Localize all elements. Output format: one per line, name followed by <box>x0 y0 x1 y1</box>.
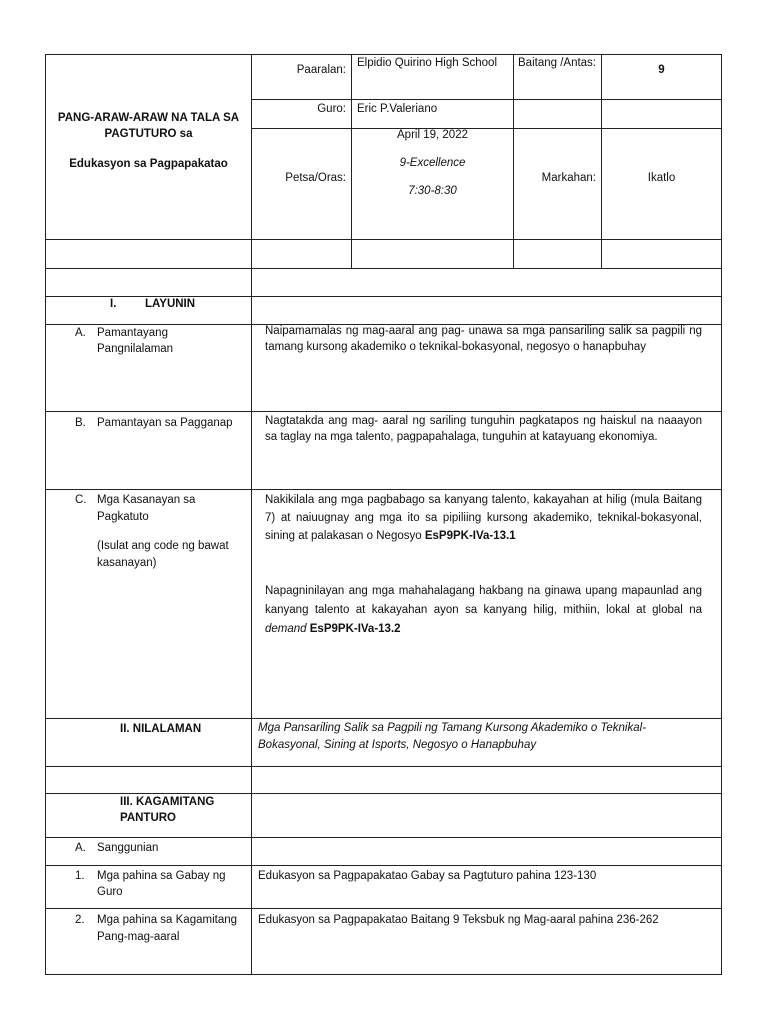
layunin-number: I. <box>110 298 117 310</box>
row-c-competency-1 <box>265 491 702 545</box>
empty-cell <box>45 268 252 297</box>
subject-title: Edukasyon sa Pagpapakatao <box>69 158 228 170</box>
empty-cell <box>601 99 722 129</box>
row-2-value: Edukasyon sa Pagpapakatao Baitang 9 Teksbuk ng Mag-aaral pahina 236-262 <box>258 914 659 926</box>
guro-value: Eric P.Valeriano <box>357 103 438 115</box>
title-line1: PANG-ARAW-ARAW NA TALA SA <box>57 112 240 124</box>
time-value: 7:30-8:30 <box>408 185 457 197</box>
empty-cell <box>351 239 514 269</box>
competency-1-text: Nakikilala ang mga pagbabago sa kanyang talento, kakayahan at hilig (mula Baitang 7) at naiuugnay ang mga ito sa pipiliing kursong akademiko, teknikal-bokasyonal, sining at palakasan o Negosyo <box>265 494 702 542</box>
empty-cell <box>513 239 602 269</box>
paaralan-label: Paaralan: <box>296 64 346 76</box>
row-b-letter: B. <box>75 417 86 429</box>
title-line2: PAGTUTURO sa <box>104 128 193 140</box>
row-c-letter: C. <box>75 494 87 506</box>
section-value: 9-Excellence <box>399 157 466 169</box>
row-a-label: Pamantayang Pangnilalaman <box>97 327 174 355</box>
baitang-label: Baitang /Antas: <box>518 57 596 69</box>
empty-cell <box>601 239 722 269</box>
competency-1-code: EsP9PK-IVa-13.1 <box>424 530 516 542</box>
paaralan-value: Elpidio Quirino High School <box>357 57 497 69</box>
sanggunian-label: Sanggunian <box>97 842 159 854</box>
row-c-competency-2 <box>265 582 702 639</box>
markahan-value: Ikatlo <box>647 172 676 184</box>
nilalaman-heading: II. NILALAMAN <box>120 723 202 735</box>
layunin-heading: LAYUNIN <box>145 298 196 310</box>
empty-cell <box>251 766 722 794</box>
empty-cell <box>45 239 252 269</box>
competency-2-code: EsP9PK-IVa-13.2 <box>309 623 401 635</box>
competency-2-demand: demand <box>265 623 307 635</box>
empty-cell <box>513 99 602 129</box>
row-a-letter: A. <box>75 327 86 339</box>
competency-2-text: Napagninilayan ang mga mahahalagang hakbang na ginawa upang mapaunlad ang kanyang talento at kakayahan ayon sa kanyang hilig, mithiin, lokal at global na <box>265 585 702 616</box>
empty-cell <box>251 837 722 866</box>
row-c-note: (Isulat ang code ng bawat kasanayan) <box>97 540 229 569</box>
row-2-number: 2. <box>75 914 85 926</box>
row-1-number: 1. <box>75 870 85 882</box>
nilalaman-text: Mga Pansariling Salik sa Pagpili ng Tamang Kursong Akademiko o Teknikal-Bokasyonal, Sining at Isports, Negosyo o Hanapbuhay <box>258 722 647 751</box>
row-b-text: Nagtatakda ang mag- aaral ng sariling tunguhin pagkatapos ng haiskul na naaayon sa taglay na mga talento, pagpapahalaga, tunguhin at katayuang ekonomiya. <box>265 415 702 443</box>
empty-cell <box>251 239 352 269</box>
row-2-label: Mga pahina sa Kagamitang Pang-mag-aaral <box>97 914 238 943</box>
markahan-label: Markahan: <box>541 172 596 184</box>
sanggunian-letter: A. <box>75 842 86 854</box>
baitang-value: 9 <box>658 64 665 76</box>
kagamitan-heading-line2: PANTURO <box>120 812 177 824</box>
title-cell <box>45 54 252 240</box>
kagamitan-heading-line1: III. KAGAMITANG <box>120 796 215 808</box>
guro-label: Guro: <box>317 103 346 115</box>
row-1-value: Edukasyon sa Pagpapakatao Gabay sa Pagtuturo pahina 123-130 <box>258 870 597 882</box>
row-b-label: Pamantayan sa Pagganap <box>97 417 233 429</box>
empty-cell <box>45 766 252 794</box>
empty-cell <box>251 268 722 297</box>
row-c-label: Mga Kasanayan sa Pagkatuto <box>97 494 196 523</box>
date-value: April 19, 2022 <box>397 129 468 141</box>
row-a-text: Naipamamalas ng mag-aaral ang pag- unawa sa mga pansariling salik sa pagpili ng tamang kursong akademiko o teknikal-bokasyonal, negosyo o hanapbuhay <box>265 325 702 353</box>
row-1-label: Mga pahina sa Gabay ng Guro <box>97 870 226 898</box>
empty-cell <box>251 793 722 838</box>
empty-cell <box>251 296 722 325</box>
petsa-label: Petsa/Oras: <box>285 172 346 184</box>
